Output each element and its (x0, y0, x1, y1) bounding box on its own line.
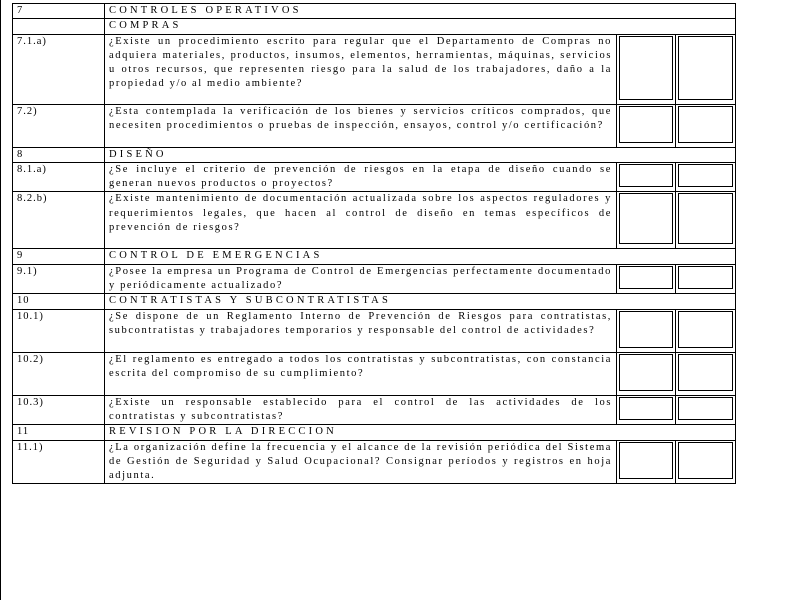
answer-box-2[interactable] (678, 164, 733, 187)
item-number: 7 (13, 4, 105, 19)
question-text: ¿Se dispone de un Reglamento Interno de Prevención de Riesgos para contratistas, subcontratistas y trabajadores temporarios y responsable del control de actividades? (105, 309, 617, 352)
section-title: REVISION POR LA DIRECCION (105, 425, 736, 440)
question-row (13, 395, 736, 425)
question-row (13, 34, 736, 104)
question-text: ¿Existe un responsable establecido para el control de las actividades de los contratistas y subcontratistas? (105, 395, 617, 425)
page-left-edge (0, 0, 1, 600)
section-row (13, 249, 736, 264)
item-number: 11.1) (13, 440, 105, 484)
answer-box-1-cell (617, 352, 676, 395)
answer-box-2-cell (676, 162, 736, 192)
item-number: 8.1.a) (13, 162, 105, 192)
answer-box-2[interactable] (678, 442, 733, 479)
answer-box-2[interactable] (678, 397, 733, 420)
answer-box-2-cell (676, 395, 736, 425)
answer-box-1-cell (617, 309, 676, 352)
answer-box-2[interactable] (678, 193, 733, 244)
answer-box-1[interactable] (619, 442, 673, 479)
answer-box-1[interactable] (619, 266, 673, 289)
answer-box-2-cell (676, 264, 736, 294)
audit-checklist-table (12, 3, 736, 484)
section-row (13, 294, 736, 309)
question-row (13, 264, 736, 294)
answer-box-2[interactable] (678, 311, 733, 348)
answer-box-2-cell (676, 34, 736, 104)
question-text: ¿El reglamento es entregado a todos los contratistas y subcontratistas, con constancia escrita del compromiso de su cumplimiento? (105, 352, 617, 395)
answer-box-1[interactable] (619, 164, 673, 187)
answer-box-2-cell (676, 440, 736, 484)
item-number: 7.2) (13, 104, 105, 147)
question-row (13, 440, 736, 484)
answer-box-2-cell (676, 192, 736, 249)
item-number: 10.1) (13, 309, 105, 352)
section-title: CONTROL DE EMERGENCIAS (105, 249, 736, 264)
question-row (13, 192, 736, 249)
item-number: 10.2) (13, 352, 105, 395)
answer-box-1[interactable] (619, 193, 673, 244)
item-number: 11 (13, 425, 105, 440)
answer-box-1-cell (617, 192, 676, 249)
item-number: 9 (13, 249, 105, 264)
section-title: CONTRATISTAS Y SUBCONTRATISTAS (105, 294, 736, 309)
question-text: ¿Posee la empresa un Programa de Control de Emergencias perfectamente documentado y periódicamente actualizado? (105, 264, 617, 294)
answer-box-1-cell (617, 34, 676, 104)
answer-box-1[interactable] (619, 397, 673, 420)
answer-box-1-cell (617, 104, 676, 147)
section-row (13, 425, 736, 440)
answer-box-2-cell (676, 352, 736, 395)
item-number: 10.3) (13, 395, 105, 425)
section-row (13, 19, 736, 34)
section-title: COMPRAS (105, 19, 736, 34)
item-number (13, 19, 105, 34)
question-row (13, 162, 736, 192)
answer-box-2[interactable] (678, 106, 733, 143)
question-text: ¿Se incluye el criterio de prevención de riesgos en la etapa de diseño cuando se generan nuevos productos o proyectos? (105, 162, 617, 192)
question-text: ¿Existe mantenimiento de documentación actualizada sobre los aspectos reguladores y requerimientos legales, que hacen al control de diseño en temas específicos de prevención de riesgos? (105, 192, 617, 249)
item-number: 9.1) (13, 264, 105, 294)
question-row (13, 309, 736, 352)
answer-box-1[interactable] (619, 311, 673, 348)
answer-box-1[interactable] (619, 106, 673, 143)
answer-box-2-cell (676, 104, 736, 147)
answer-box-1-cell (617, 162, 676, 192)
question-row (13, 104, 736, 147)
answer-box-1-cell (617, 395, 676, 425)
section-row (13, 4, 736, 19)
section-title: CONTROLES OPERATIVOS (105, 4, 736, 19)
answer-box-2[interactable] (678, 354, 733, 391)
item-number: 8 (13, 147, 105, 162)
section-title: DISEÑO (105, 147, 736, 162)
question-text: ¿La organización define la frecuencia y el alcance de la revisión periódica del Sistema de Gestión de Seguridad y Salud Ocupacional? Consignar períodos y registros en hoja adjunta. (105, 440, 617, 484)
answer-box-1[interactable] (619, 354, 673, 391)
answer-box-2-cell (676, 309, 736, 352)
item-number: 7.1.a) (13, 34, 105, 104)
answer-box-2[interactable] (678, 36, 733, 100)
answer-box-2[interactable] (678, 266, 733, 289)
question-row (13, 352, 736, 395)
answer-box-1-cell (617, 264, 676, 294)
item-number: 10 (13, 294, 105, 309)
question-text: ¿Existe un procedimiento escrito para regular que el Departamento de Compras no adquiera materiales, productos, insumos, elementos, herramientas, máquinas, servicios u otros recursos, que representen riesgo para la salud de los trabajadores, daño a la propiedad y/o al medio ambiente? (105, 34, 617, 104)
answer-box-1-cell (617, 440, 676, 484)
question-text: ¿Esta contemplada la verificación de los bienes y servicios críticos comprados, que necesiten procedimientos o pruebas de inspección, ensayos, control y/o certificación? (105, 104, 617, 147)
section-row (13, 147, 736, 162)
item-number: 8.2.b) (13, 192, 105, 249)
answer-box-1[interactable] (619, 36, 673, 100)
